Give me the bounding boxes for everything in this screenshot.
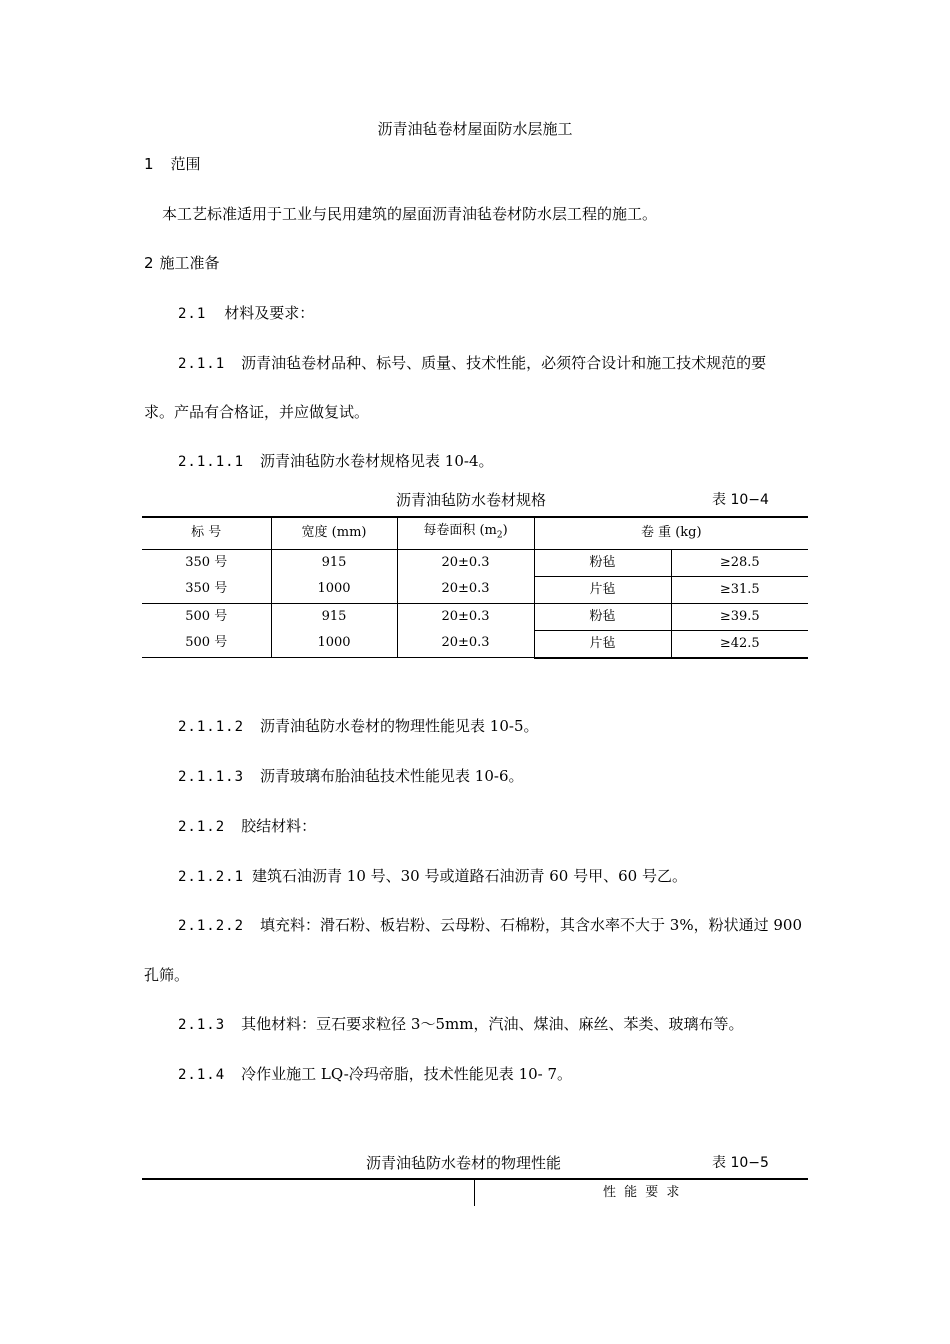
table-10-4 xyxy=(142,516,808,659)
group-500-grade xyxy=(142,603,271,658)
para-2-1-4-text: 冷作业施工 LQ-冷玛帝脂，技术性能见表 10- 7。 xyxy=(241,1065,573,1083)
cell-type: 片毡 xyxy=(534,630,671,658)
page-title: 沥青油毡卷材屋面防水层施工 xyxy=(377,120,573,138)
group-500-width xyxy=(271,603,397,658)
para-2-1-2-2-text: 填充料：滑石粉、板岩粉、云母粉、石棉粉，其含水率不大于 3%，粉状通过 900 xyxy=(260,916,802,934)
para-2-1-3-text: 其他材料：豆石要求粒径 3～5mm，汽油、煤油、麻丝、苯类、玻璃布等。 xyxy=(241,1015,744,1033)
header-grade: 标 号 xyxy=(142,517,271,549)
table-header-row xyxy=(142,517,808,549)
group-350-area xyxy=(397,549,534,603)
para-2-1-1-continuation: 求。产品有合格证，并应做复试。 xyxy=(144,403,370,421)
section-2-title: 施工准备 xyxy=(159,254,220,272)
para-2-1-number: 2.1 xyxy=(178,306,207,322)
table-row xyxy=(142,549,808,576)
para-2-1 xyxy=(178,303,314,324)
table-10-5-caption: 沥青油毡防水卷材的物理性能 xyxy=(366,1154,562,1172)
cell-grade: 500 号 xyxy=(185,634,228,650)
cell-weight: ≥28.5 xyxy=(671,549,808,576)
section-1-body: 本工艺标准适用于工业与民用建筑的屋面沥青油毡卷材防水层工程的施工。 xyxy=(162,205,658,223)
group-350-width xyxy=(271,549,397,603)
section-2-number: 2 xyxy=(144,254,154,272)
header-weight: 卷 重 (kg) xyxy=(534,517,808,549)
section-1-heading xyxy=(144,154,201,174)
cell-type: 片毡 xyxy=(534,576,671,603)
cell-width: 1000 xyxy=(317,580,351,596)
header-width: 宽度 (mm) xyxy=(271,517,397,549)
table-10-5-label: 表 10−5 xyxy=(712,1155,769,1171)
table-row xyxy=(142,603,808,630)
para-2-1-2-number: 2.1.2 xyxy=(178,819,226,835)
para-2-1-2-1-text: 建筑石油沥青 10 号、30 号或道路石油沥青 60 号甲、60 号乙。 xyxy=(252,867,687,885)
para-2-1-1-2-text: 沥青油毡防水卷材的物理性能见表 10-5。 xyxy=(260,717,539,735)
para-2-1-1-3-text: 沥青玻璃布胎油毡技术性能见表 10-6。 xyxy=(260,767,524,785)
para-2-1-1-1-number: 2.1.1.1 xyxy=(178,454,245,470)
section-1-title: 范围 xyxy=(170,155,201,173)
table-10-5-column-divider xyxy=(474,1180,475,1206)
section-2-heading xyxy=(144,253,220,273)
para-2-1-1 xyxy=(178,353,766,374)
para-2-1-2-2 xyxy=(178,915,802,936)
header-area-text: 每卷面积 (m xyxy=(423,523,497,538)
para-2-1-2 xyxy=(178,816,316,837)
para-2-1-2-text: 胶结材料： xyxy=(241,817,317,835)
para-2-1-1-2-number: 2.1.1.2 xyxy=(178,719,245,735)
para-2-1-1-1 xyxy=(178,451,493,472)
header-area xyxy=(397,517,534,549)
header-area-subscript: 2 xyxy=(496,530,503,541)
cell-area: 20±0.3 xyxy=(441,554,490,570)
header-area-close: ) xyxy=(502,523,508,538)
group-350-grade xyxy=(142,549,271,603)
para-2-1-1-3-number: 2.1.1.3 xyxy=(178,769,245,785)
cell-weight: ≥39.5 xyxy=(671,603,808,630)
cell-type: 粉毡 xyxy=(534,549,671,576)
para-2-1-2-2-number: 2.1.2.2 xyxy=(178,918,245,934)
cell-grade: 350 号 xyxy=(185,554,228,570)
para-2-1-2-1 xyxy=(178,866,687,887)
cell-grade: 500 号 xyxy=(185,608,228,624)
cell-width: 1000 xyxy=(317,634,351,650)
cell-weight: ≥31.5 xyxy=(671,576,808,603)
para-2-1-4-number: 2.1.4 xyxy=(178,1067,226,1083)
cell-weight: ≥42.5 xyxy=(671,630,808,658)
para-2-1-1-2 xyxy=(178,716,538,737)
cell-type: 粉毡 xyxy=(534,603,671,630)
para-2-1-2-1-number: 2.1.2.1 xyxy=(178,869,245,885)
table-10-4-caption: 沥青油毡防水卷材规格 xyxy=(396,491,547,509)
table-10-5-header-performance: 性 能 要 求 xyxy=(603,1185,682,1200)
para-2-1-1-1-text: 沥青油毡防水卷材规格见表 10-4。 xyxy=(260,452,494,470)
cell-width: 915 xyxy=(321,554,347,570)
para-2-1-4 xyxy=(178,1064,572,1085)
cell-width: 915 xyxy=(321,608,347,624)
table-10-5-top-rule xyxy=(142,1178,808,1180)
cell-area: 20±0.3 xyxy=(441,580,490,596)
para-2-1-2-2-continuation: 孔筛。 xyxy=(144,966,190,984)
cell-area: 20±0.3 xyxy=(441,608,490,624)
para-2-1-1-text: 沥青油毡卷材品种、标号、质量、技术性能，必须符合设计和施工技术规范的要 xyxy=(241,354,767,372)
section-1-number: 1 xyxy=(144,155,154,173)
para-2-1-3 xyxy=(178,1014,743,1035)
group-500-area xyxy=(397,603,534,658)
para-2-1-1-3 xyxy=(178,766,523,787)
para-2-1-text: 材料及要求： xyxy=(224,304,315,322)
cell-grade: 350 号 xyxy=(185,580,228,596)
table-10-4-label: 表 10−4 xyxy=(712,492,769,508)
para-2-1-3-number: 2.1.3 xyxy=(178,1017,226,1033)
para-2-1-1-number: 2.1.1 xyxy=(178,356,226,372)
cell-area: 20±0.3 xyxy=(441,634,490,650)
